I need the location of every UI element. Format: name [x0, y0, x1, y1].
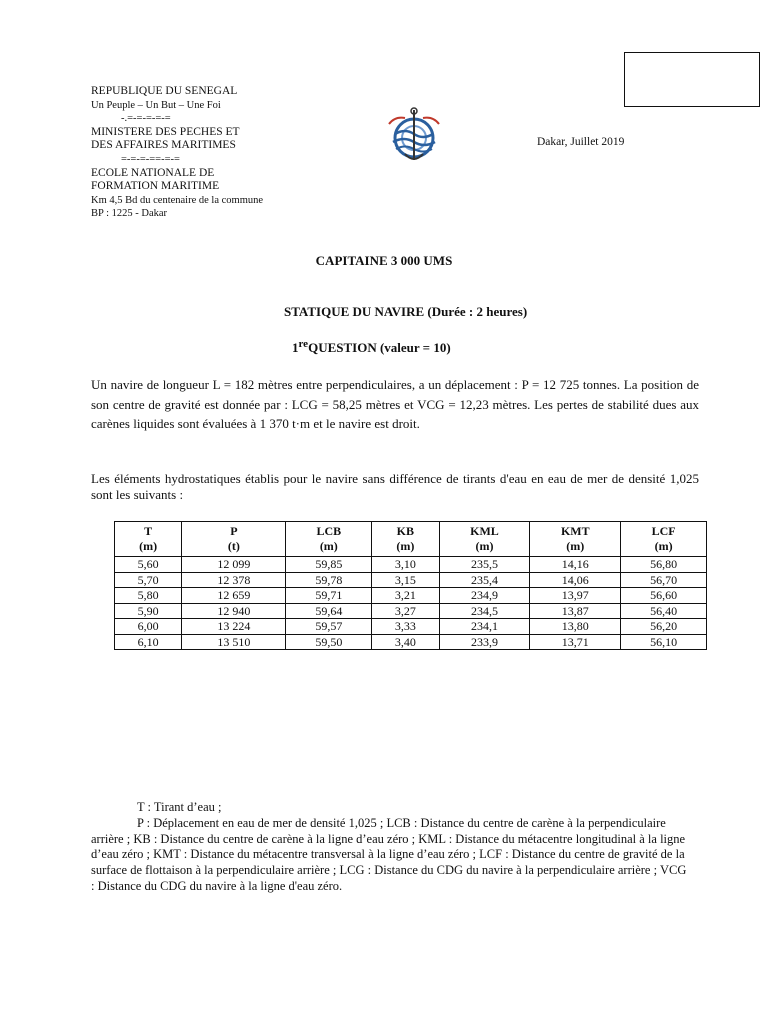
question-label: QUESTION (valeur = 10): [308, 340, 451, 355]
table-cell: 13 510: [182, 634, 286, 650]
subject-title: STATIQUE DU NAVIRE (Durée : 2 heures): [284, 304, 528, 319]
exam-title: CAPITAINE 3 000 UMS: [315, 253, 453, 268]
question-title: [292, 338, 451, 356]
address: Km 4,5 Bd du centenaire de la commune: [91, 194, 264, 206]
empty-frame-box: [624, 52, 760, 107]
col-header: P (t): [182, 522, 286, 557]
table-cell: 56,20: [621, 619, 707, 635]
ministry-line-2: DES AFFAIRES MARITIMES: [91, 139, 236, 152]
table-cell: 6,00: [115, 619, 182, 635]
table-cell: 3,40: [372, 634, 439, 650]
table-cell: 56,40: [621, 603, 707, 619]
col-header: KB (m): [372, 522, 439, 557]
table-cell: 13,87: [530, 603, 621, 619]
symbol-legend: [91, 800, 691, 895]
table-row: [115, 603, 707, 619]
ministry-line-1: MINISTERE DES PECHES ET: [91, 125, 240, 138]
hydrostatic-intro: Les éléments hydrostatiques établis pour le navire sans différence de tirants d'eau en eau de mer de densité 1,025 sont les suivants :: [91, 471, 699, 502]
table-cell: 235,5: [439, 557, 530, 573]
table-cell: 5,90: [115, 603, 182, 619]
legend-text: P : Déplacement en eau de mer de densité 1,025 ; LCB : Distance du centre de carène à la perpendiculaire arrière ; KB : Distance du centre de carène à la ligne d’eau zéro ; KML : Distance du métacentre longitudinal à la ligne d’eau zéro ; KMT : Distance du métacentre transversal à la ligne d’eau zéro ; LCF : Distance du centre de gravité de la surface de flottaison à la perpendiculaire arrière ; LCG : Distance du CDG du navire à la perpendiculaire arrière ; VCG : Distance du CDG du navire à la ligne d'eau zéro.: [91, 815, 687, 893]
table-cell: 12 378: [182, 572, 286, 588]
col-header: KMT (m): [530, 522, 621, 557]
school-logo-icon: [383, 104, 447, 166]
table-row: [115, 634, 707, 650]
table-row: [115, 557, 707, 573]
legend-body: [91, 816, 691, 895]
table-row: [115, 588, 707, 604]
table-header-row: [115, 522, 707, 557]
table-cell: 14,16: [530, 557, 621, 573]
document-date: Dakar, Juillet 2019: [537, 136, 625, 148]
question-number: 1: [292, 340, 299, 355]
table-cell: 5,80: [115, 588, 182, 604]
table-row: [115, 572, 707, 588]
col-header: LCB (m): [286, 522, 372, 557]
separator-1: -.=-=-=-=-=: [121, 113, 171, 125]
table-cell: 234,1: [439, 619, 530, 635]
table-cell: 13 224: [182, 619, 286, 635]
table-cell: 13,71: [530, 634, 621, 650]
table-cell: 234,5: [439, 603, 530, 619]
table-cell: 5,70: [115, 572, 182, 588]
table-cell: 3,15: [372, 572, 439, 588]
table-cell: 3,10: [372, 557, 439, 573]
table-cell: 234,9: [439, 588, 530, 604]
col-header: KML (m): [439, 522, 530, 557]
table-cell: 59,85: [286, 557, 372, 573]
table-cell: 235,4: [439, 572, 530, 588]
table-cell: 6,10: [115, 634, 182, 650]
table-cell: 5,60: [115, 557, 182, 573]
separator-2: =-=-=-==-=-=: [121, 153, 180, 165]
table-cell: 3,21: [372, 588, 439, 604]
table-cell: 13,97: [530, 588, 621, 604]
table-cell: 12 940: [182, 603, 286, 619]
motto: Un Peuple – Un But – Une Foi: [91, 99, 221, 111]
legend-line-1: T : Tirant d’eau ;: [137, 800, 222, 814]
table-cell: 56,80: [621, 557, 707, 573]
table-cell: 59,50: [286, 634, 372, 650]
table-cell: 233,9: [439, 634, 530, 650]
table-row: [115, 619, 707, 635]
table-cell: 14,06: [530, 572, 621, 588]
table-cell: 59,78: [286, 572, 372, 588]
table-cell: 59,71: [286, 588, 372, 604]
table-cell: 59,57: [286, 619, 372, 635]
table-cell: 12 099: [182, 557, 286, 573]
school-line-1: ECOLE NATIONALE DE: [91, 166, 215, 179]
letterhead: [91, 85, 263, 221]
table-cell: 3,33: [372, 619, 439, 635]
school-line-2: FORMATION MARITIME: [91, 180, 220, 193]
problem-statement: Un navire de longueur L = 182 mètres entre perpendiculaires, a un déplacement : P = 12 725 tonnes. La position de son centre de gravité est donnée par : LCG = 58,25 mètres et VCG = 12,23 mètres. Les pertes de stabilité dues aux carènes liquides sont évaluées à 1 370 t·m et le navire est droit.: [91, 377, 699, 431]
question-ordinal: re: [298, 338, 309, 350]
hydrostatic-table: [114, 521, 707, 650]
country-name: REPUBLIQUE DU SENEGAL: [91, 85, 238, 97]
col-header: LCF (m): [621, 522, 707, 557]
table-cell: 12 659: [182, 588, 286, 604]
postal-box: BP : 1225 - Dakar: [91, 208, 168, 220]
table-cell: 59,64: [286, 603, 372, 619]
table-cell: 56,60: [621, 588, 707, 604]
col-header: T (m): [115, 522, 182, 557]
table-cell: 13,80: [530, 619, 621, 635]
table-cell: 56,70: [621, 572, 707, 588]
table-cell: 56,10: [621, 634, 707, 650]
table-cell: 3,27: [372, 603, 439, 619]
